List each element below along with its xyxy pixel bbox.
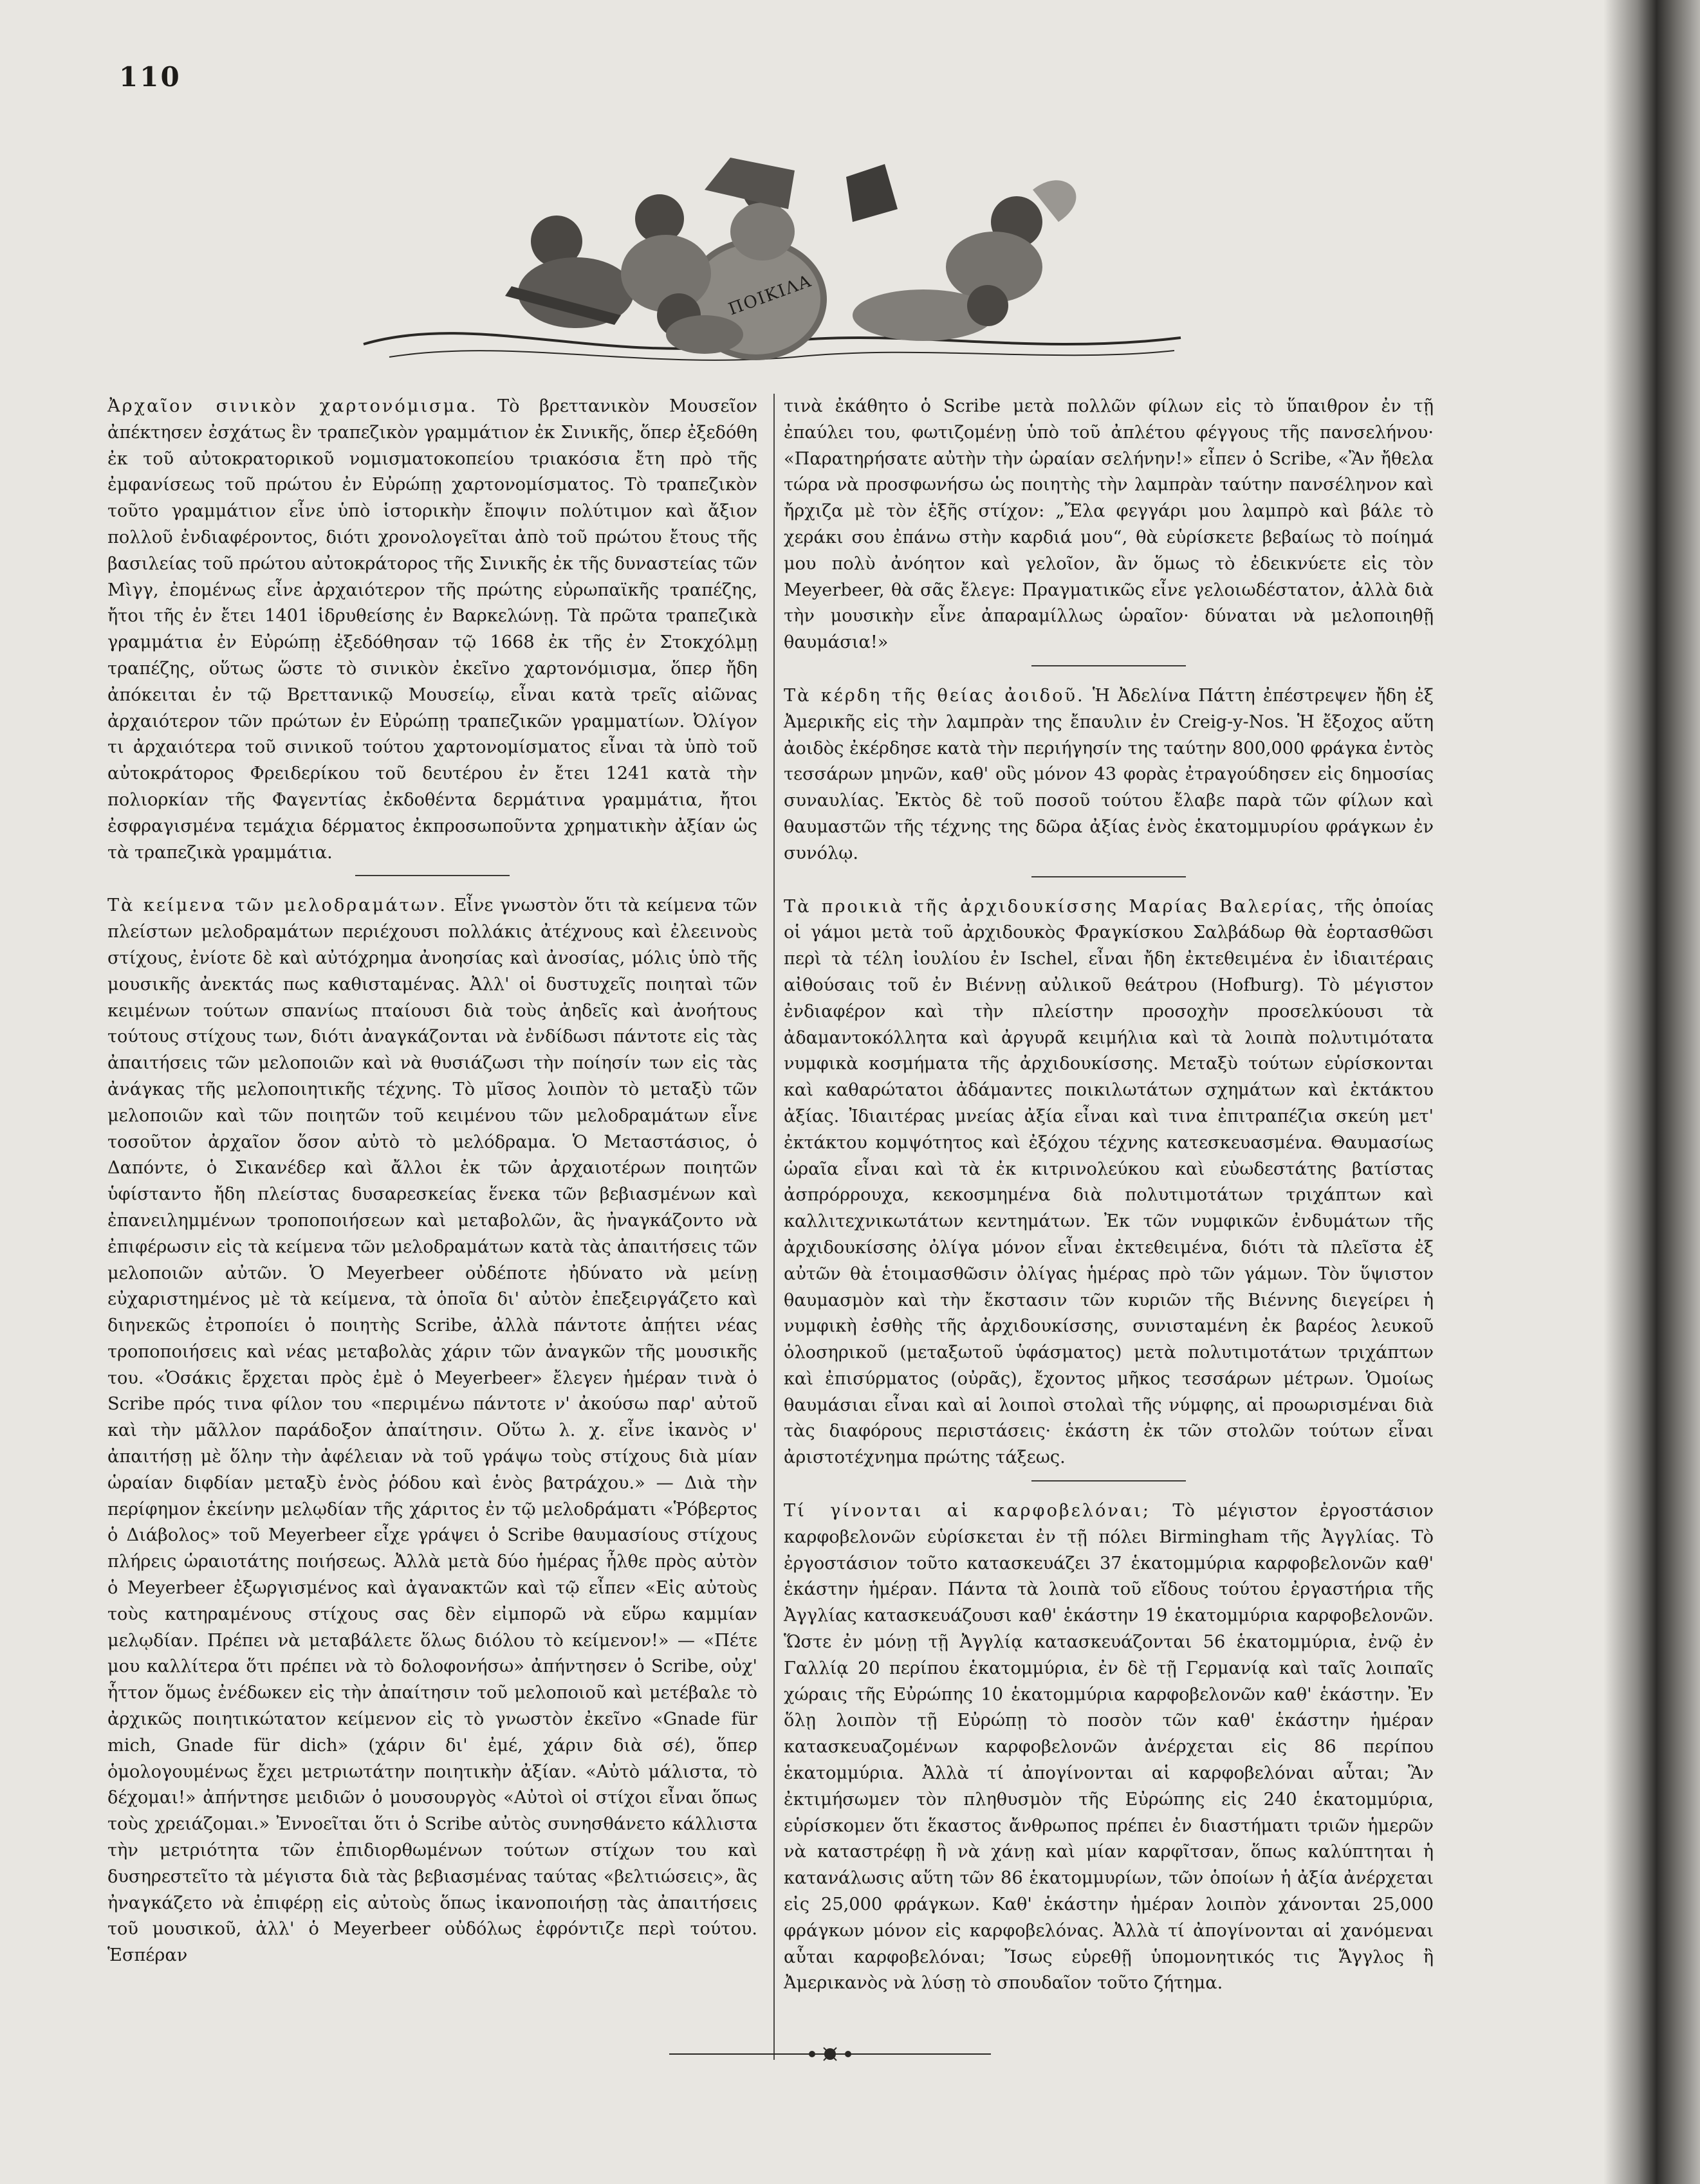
article-body: Εἶνε γνωστὸν ὅτι τὰ κείμενα τῶν πλείστων μελοδραμάτων περιέχουσι πολλάκις ἀτέχνους καὶ ἐλεεινοὺς στίχους, ἐνίοτε δὲ καὶ αὐτόχρημα ἀνοησίας καὶ ἀνοσίας, μόλις ὑπὸ τῆς μουσικῆς ἀνεκτάς πως καθισταμένας. Ἀλλ' οἱ δυστυχεῖς ποιηταὶ τῶν κειμένων τούτων σπανίως πταίουσι διὰ τοὺς ἀηδεῖς καὶ ἀνοήτους τούτους στίχους των, διότι ἀναγκάζονται νὰ ἐνδίδωσι πάντοτε εἰς τὰς ἀπαιτήσεις τῶν μελοποιῶν καὶ νὰ θυσιάζωσι τὴν ποίησίν των εἰς τὰς ἀνάγκας τῆς μελοποιητικῆς τέχνης. Τὸ μῖσος λοιπὸν τὸ μεταξὺ τῶν μελοποιῶν καὶ τῶν ποιητῶν τοῦ κειμένου τῶν μελοδραμάτων εἶνε τοσοῦτον ἀρχαῖον ὅσον αὐτὸ τὸ μελόδραμα. Ὁ Μεταστάσιος, ὁ Δαπόντε, ὁ Σικανέδερ καὶ ἄλλοι ἐκ τῶν ἀρχαιοτέρων ποιητῶν ὑφίσταντο ἤδη πλείστας δυσαρεσκείας ἕνεκα τῶν βεβιασμένων καὶ ἐπανειλημμένων τροποποιήσεων καὶ μεταβολῶν, ἃς ἠναγκάζοντο νὰ ἐπιφέρωσιν εἰς τὰ κείμενα τῶν μελοδραμάτων κατὰ τὰς ἀπαιτήσεις τῶν μελοποιῶν αὐτῶν. Ὁ Meyerbeer οὐδέποτε ἠδύνατο νὰ μείνῃ εὐχαριστημένος μὲ τὰ κείμενα, τὰ ὁποῖα δι' αὐτὸν ἐπεξειργάζετο καὶ διηνεκῶς ἐτροποίει ὁ ποιητὴς Scribe, ἀλλὰ πάντοτε ἀπῄτει νέας τροποποιήσεις καὶ νέας μεταβολὰς χάριν τῶν ἀναγκῶν τῆς μουσικῆς του. «Ὁσάκις ἔρχεται πρὸς ἐμὲ ὁ Meyerbeer» ἔλεγεν ἡμέραν τινὰ ὁ Scribe πρός τινα φίλον του «περιμένω πάντοτε ν' ἀκούσω παρ' αὐτοῦ καὶ τὴν μᾶλλον παράδοξον ἀπαίτησιν. Οὕτω λ. χ. εἶνε ἱκανὸς ν' ἀπαιτήσῃ μὲ ὅλην τὴν ἀφέλειαν νὰ τοῦ γράψω τοὺς στίχους διὰ μίαν ὡραίαν διφδίαν μεταξὺ ἑνὸς ῥόδου καὶ ἑνὸς βατράχου.» — Διὰ τὴν περίφημον ἐκείνην μελῳδίαν τῆς χάριτος ἐν τῷ μελοδράματι «Ῥόβερτος ὁ Διάβολος» τοῦ Meyerbeer εἶχε γράψει ὁ Scribe θαυμασίους στίχους πλήρεις ὡραιοτάτης ποιήσεως. Ἀλλὰ μετὰ δύο ἡμέρας ἦλθε πρὸς αὐτὸν ὁ Meyerbeer ἐξωργισμένος καὶ ἀγανακτῶν καὶ τῷ εἶπεν «Εἰς αὐτοὺς τοὺς κατηραμένους στίχους σας δὲν εἰμπορῶ νὰ εὕρω καμμίαν μελῳδίαν. Πρέπει νὰ μεταβάλετε ὅλως διόλου τὸ κείμενον!» — «Πέτε μου καλλίτερα ὅτι πρέπει νὰ τὸ δολοφονήσω» ἀπήντησεν ὁ Scribe, οὐχ' ἧττον ὅμως ἐνέδωκεν εἰς τὴν ἀπαίτησιν τοῦ μελοποιοῦ καὶ μετέβαλε τὸ ἀρχικῶς ποιητικώτατον κείμενον εἰς τὸ γνωστὸν ἐκεῖνο «Gnade für mich, Gnade für dich» (χάριν δι' ἐμέ, χάριν διὰ σέ), ὅπερ ὁμολογουμένως ἔχει μετριωτάτην ποιητικὴν ἀξίαν. «Αὐτὸ μάλιστα, τὸ δέχομαι!» ἀπήντησε μειδιῶν ὁ μουσουργὸς «Αὐτοὶ οἱ στίχοι εἶναι ὅπως τοὺς χρειάζομαι.» Ἐννοεῖται ὅτι ὁ Scribe αὐτὸς συνησθάνετο κάλλιστα τὴν μετριότητα τῶν ἐπιδιορθωμένων τούτων στίχων του καὶ δυσηρεστεῖτο τὰ μέγιστα διὰ τὰς βεβιασμένας ταύτας «βελτιώσεις», ἃς ἠναγκάζετο νὰ ἐπιφέρῃ εἰς αὐτοὺς ὅπως ἱκανοποιήσῃ τὰς ἀπαιτήσεις τοῦ μουσικοῦ, ἀλλ' ὁ Meyerbeer οὐδόλως ἐφρόντιζε περὶ τούτου. Ἑσπέραν <box>107 895 757 1966</box>
article-archduchess-trousseau <box>784 894 1434 1472</box>
cherubs-vignette-illustration <box>344 151 1206 380</box>
vignette-caption: ΠΟΙΚΙΛΑ <box>726 271 815 320</box>
article-opera-libretti-continued <box>784 394 1434 656</box>
article-separator <box>1031 1480 1186 1482</box>
article-body: τινὰ ἐκάθητο ὁ Scribe μετὰ πολλῶν φίλων εἰς τὸ ὕπαιθρον ἐν τῇ ἐπαύλει του, φωτιζομένῃ ὑπὸ τοῦ ἀπλέτου φέγγους τῆς πανσελήνου· «Παρατηρήσατε αὐτὴν τὴν ὡραίαν σελήνην!» εἶπεν ὁ Scribe, «Ἂν ἤθελα τώρα νὰ προσφωνήσω ὡς ποιητὴς τὴν λαμπρὰν ταύτην πανσέληνον καὶ ἤρχιζα μὲ τὸν ἑξῆς στίχον: „Ἔλα φεγγάρι μου λαμπρὸ καὶ βάλε τὸ χεράκι σου ἐπάνω στὴν καρδιά μου“, θὰ εὑρίσκετε βεβαίως τὸ ποίημά μου πολὺ ἀνόητον καὶ γελοῖον, ἂν ὅμως τὸ ἐδεικνύετε εἰς τὸν Meyerbeer, θὰ σᾶς ἔλεγε: Πραγματικῶς εἶνε γελοιωδέστατον, ἀλλὰ διὰ τὴν μουσικὴν εἶνε ἀπαραμίλλως ὡραῖον· δύναται νὰ μελοποιηθῇ θαυμάσια!» <box>784 396 1434 653</box>
ornament-tailpiece <box>669 2044 991 2064</box>
article-body: Τὸ μέγιστον ἐργοστάσιον καρφοβελονῶν εὑρίσκεται ἐν τῇ πόλει Birmingham τῆς Ἀγγλίας. Τὸ ἐργοστάσιον τοῦτο κατασκευάζει 37 ἑκατομμύρια καρφοβελονῶν καθ' ἑκάστην ἡμέραν. Πάντα τὰ λοιπὰ τοῦ εἴδους τούτου ἐργαστήρια τῆς Ἀγγλίας κατασκευάζουσι καθ' ἑκάστην 19 ἑκατομμύρια καρφοβελονῶν. Ὥστε ἐν μόνῃ τῇ Ἀγγλίᾳ κατασκευάζονται 56 ἑκατομμύρια, ἐνῷ ἐν Γαλλίᾳ 20 περίπου ἑκατομμύρια, ἐν δὲ τῇ Γερμανίᾳ καὶ ταῖς λοιπαῖς χώραις τῆς Εὐρώπης 10 ἑκατομμύρια καρφοβελονῶν καθ' ἑκάστην. Ἐν ὅλῃ λοιπὸν τῇ Εὐρώπῃ τὸ ποσὸν τῶν καθ' ἑκάστην ἡμέραν κατασκευαζομένων καρφοβελονῶν ἀνέρχεται εἰς 86 περίπου ἑκατομμύρια. Ἀλλὰ τί ἀπογίνονται αἱ καρφοβελόναι αὗται; Ἂν ἐκτιμήσωμεν τὸν πληθυσμὸν τῆς Εὐρώπης εἰς 240 ἑκατομμύρια, εὑρίσκομεν ὅτι ἕκαστος ἄνθρωπος πρέπει ἐν διαστήματι τριῶν ἡμερῶν νὰ καταστρέφῃ ἢ νὰ χάνῃ καὶ μίαν καρφῖτσαν, ὅπως καλύπτηται ἡ κατανάλωσις αὕτη τῶν 86 ἑκατομμυρίων, τῶν ὁποίων ἡ ἀξία ἀνέρχεται εἰς 25,000 φράγκων. Καθ' ἑκάστην ἡμέραν λοιπὸν χάνονται 25,000 φράγκων μόνον εἰς καρφοβελόνας. Ἀλλὰ τί ἀπογίνονται αἱ χανόμεναι αὗται καρφοβελόναι; Ἴσως εὑρεθῇ ὑπομονητικός τις Ἄγγλος ἢ Ἀμερικανὸς νὰ λύσῃ τὸ σπουδαῖον τοῦτο ζήτημα. <box>784 1501 1434 1994</box>
article-body: Τὸ βρεττανικὸν Μουσεῖον ἀπέκτησεν ἐσχάτως ἓν τραπεζικὸν γραμμάτιον ἐκ Σινικῆς, ὅπερ ἐξεδόθη ἐκ τοῦ αὐτοκρατορικοῦ νομισματοκοπείου τριακόσια ἔτη πρὸ τῆς ἐμφανίσεως τοῦ πρώτου ἐν Εὐρώπῃ χαρτονομίσματος. Τὸ τραπεζικὸν τοῦτο γραμμάτιον εἶνε ὑπὸ ἱστορικὴν ἔποψιν πολύτιμον καὶ ἄξιον πολλοῦ ἐνδιαφέροντος, διότι χρονολογεῖται ἀπὸ τοῦ πρώτου ἔτους τῆς βασιλείας τοῦ πρώτου αὐτοκράτορος τῆς Σινικῆς ἐκ τῆς δυναστείας τῶν Μὶγγ, ἐπομένως εἶνε ἀρχαιότερον τῆς πρώτης εὐρωπαϊκῆς τραπέζης, ἤτοι τῆς ἐν ἔτει 1401 ἱδρυθείσης ἐν Βαρκελώνῃ. Τὰ πρῶτα τραπεζικὰ γραμμάτια ἐν Εὐρώπῃ ἐξεδόθησαν τῷ 1668 ἐκ τῆς ἐν Στοκχόλμῃ τραπέζης, οὕτως ὥστε τὸ σινικὸν ἐκεῖνο χαρτονόμισμα, ὅπερ ἤδη ἀπόκειται ἐν τῷ Βρεττανικῷ Μουσείῳ, εἶναι κατὰ τρεῖς αἰῶνας ἀρχαιότερον τῶν πρώτων ἐν Εὐρώπῃ τραπεζικῶν γραμματίων. Ὀλίγον τι ἀρχαιότερα τοῦ σινικοῦ τούτου χαρτονομίσματος εἶναι τὰ ὑπὸ τοῦ αὐτοκράτορος Φρειδερίκου τοῦ δευτέρου ἐν ἔτει 1241 κατὰ τὴν πολιορκίαν τῆς Φαγεντίας ἐκδοθέντα δερμάτινα γραμμάτια, ἤτοι ἐσφραγισμένα τεμάχια δέρματος ἐκπροσωποῦντα χρηματικὴν ἀξίαν ὡς τὰ τραπεζικὰ γραμμάτια. <box>107 396 757 863</box>
article-heading: Τί γίνονται αἱ καρφοβελόναι; <box>784 1501 1151 1521</box>
article-separator <box>1031 876 1186 877</box>
page-number: 110 <box>119 61 181 93</box>
right-column <box>784 394 1434 1997</box>
article-separator <box>355 875 510 876</box>
article-pins <box>784 1498 1434 1997</box>
article-body: τῆς ὁποίας οἱ γάμοι μετὰ τοῦ ἀρχιδουκὸς Φραγκίσκου Σαλβάδωρ θὰ ἑορτασθῶσι περὶ τὰ τέλη ἰουλίου ἐν Ischel, εἶναι ἤδη ἐκτεθειμένα ἐν ἰδιαιτέραις αἰθούσαις τοῦ ἐν Βιέννῃ αὐλικοῦ θεάτρου (Hofburg). Τὸ μέγιστον ἐνδιαφέρον καὶ τὴν πλείστην προσοχὴν προσελκύουσι τὰ ἀδαμαντοκόλλητα καὶ ἀργυρᾶ κειμήλια καὶ τὰ λοιπὰ πολυτιμότατα νυμφικὰ κοσμήματα τῆς ἀρχιδουκίσσης. Μεταξὺ τούτων εὑρίσκονται καὶ καθαρώτατοι ἀδάμαντες ποικιλωτάτων σχημάτων καὶ ἐκτάκτου ἀξίας. Ἰδιαιτέρας μνείας ἀξία εἶναι καὶ τινα ἐπιτραπέζια σκεύη μετ' ἐκτάκτου κομψότητος καὶ ἐξόχου τέχνης κατεσκευασμένα. Θαυμασίως ὡραῖα εἶναι καὶ τὰ ἐκ κιτρινολεύκου καὶ εὐωδεστάτης βατίστας ἀσπρόρρουχα, κεκοσμημένα διὰ πολυτιμοτάτων τριχάπτων καὶ καλλιτεχνικωτάτων κεντημάτων. Ἐκ τῶν νυμφικῶν ἐνδυμάτων τῆς ἀρχιδουκίσσης ὀλίγα μόνον εἶναι ἐκτεθειμένα, διότι τὰ πλεῖστα ἐξ αὐτῶν θὰ ἑτοιμασθῶσιν ὀλίγας ἡμέρας πρὸ τῶν γάμων. Τὸν ὕψιστον θαυμασμὸν καὶ τὴν ἔκστασιν τῶν κυριῶν τῆς Βιέννης διεγείρει ἡ νυμφικὴ ἐσθὴς τῆς ἀρχιδουκίσσης, συνισταμένη ἐκ βαρέος λευκοῦ ὁλοσηρικοῦ (μεταξωτοῦ ὑφάσματος) μετὰ πολυτιμοτάτων τριχάπτων καὶ ἐπισύρματος (οὐρᾶς), ἔχοντος μῆκος τεσσάρων μέτρων. Ὁμοίως θαυμάσιαι εἶναι καὶ αἱ λοιποὶ στολαὶ τῆς νύμφης, αἱ προωρισμέναι διὰ τὰς διαφόρους περιστάσεις· ἑκάστη ἐκ τῶν στολῶν τούτων εἶναι ἀριστοτέχνημα πρώτης τάξεως. <box>784 896 1434 1468</box>
article-singer-earnings <box>784 683 1434 867</box>
article-separator <box>1031 665 1186 666</box>
article-heading: Τὰ προικιὰ τῆς ἀρχιδουκίσσης Μαρίας Βαλερίας, <box>784 896 1326 917</box>
article-heading: Ἀρχαῖον σινικὸν χαρτονόμισμα. <box>107 396 478 416</box>
article-opera-libretti <box>107 893 757 1969</box>
column-divider <box>773 394 775 2060</box>
left-column <box>107 394 757 1969</box>
article-body: Ἡ Ἀδελίνα Πάττη ἐπέστρεψεν ἤδη ἐξ Ἀμερικῆς εἰς τὴν λαμπρὰν της ἔπαυλιν ἐν Creig-y-Nos. Ἡ ἔξοχος αὕτη ἀοιδὸς ἐκέρδησε κατὰ τὴν περιήγησίν της ταύτην 800,000 φράγκα ἐντὸς τεσσάρων μηνῶν, καθ' οὓς μόνον 43 φορὰς ἐτραγούδησεν εἰς δημοσίας συναυλίας. Ἐκτὸς δὲ τοῦ ποσοῦ τούτου ἔλαβε παρὰ τῶν φίλων καὶ θαυμαστῶν τῆς τέχνης της δῶρα ἀξίας ἑνὸς ἑκατομμυρίου φράγκων ἐν συνόλῳ. <box>784 685 1434 863</box>
article-heading: Τὰ κείμενα τῶν μελοδραμάτων. <box>107 895 447 916</box>
article-heading: Τὰ κέρδη τῆς θείας ἀοιδοῦ. <box>784 685 1085 706</box>
scan-gutter-shadow <box>1603 0 1700 2184</box>
article-chinese-banknote <box>107 394 757 866</box>
